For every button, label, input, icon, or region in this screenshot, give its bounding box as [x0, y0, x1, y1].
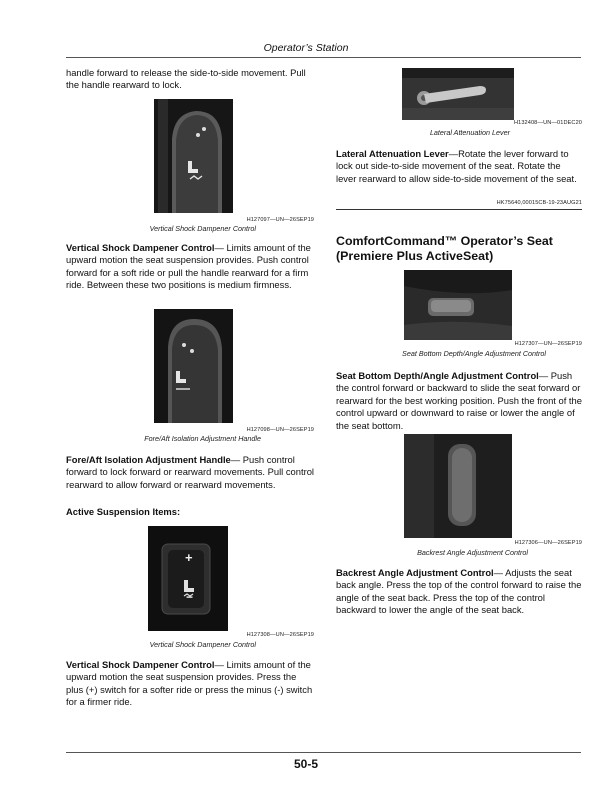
figure-code: H132408—UN—01DEC20: [513, 120, 582, 126]
figure-code: H127308—UN—26SEP19: [246, 632, 314, 638]
header-rule: [66, 57, 581, 58]
figure-caption: Backrest Angle Adjustment Control: [417, 548, 528, 557]
fore-aft-paragraph: [66, 454, 314, 491]
description: — Limits amount of the upward motion the seat suspension provides. Push control forward for a soft ride or pull the handle rearward for a firm ride. Between these two positions is medium firmness.: [66, 242, 311, 291]
reference-code: HK75640,00015CB-19-23AUG21: [496, 200, 582, 206]
minus-symbol: −: [186, 590, 194, 604]
description: — Push the control forward or backward to slide the seat forward or rearward for the best working position. Push the front of the control upward or downward to raise or lower the angle of the seat bottom.: [336, 370, 582, 431]
footer-rule: [66, 752, 581, 753]
term: Backrest Angle Adjustment Control: [336, 567, 494, 578]
term: Lateral Attenuation Lever: [336, 148, 449, 159]
term: Fore/Aft Isolation Adjustment Handle: [66, 454, 231, 465]
lateral-attenuation-lever-photo: [402, 68, 514, 120]
lateral-attenuation-paragraph: [336, 148, 582, 185]
figure-code: H127097—UN—26SEP19: [246, 217, 314, 223]
section-rule: [336, 209, 582, 210]
vertical-shock-dampener-photo: [154, 99, 233, 213]
plus-symbol: +: [185, 550, 193, 565]
term: Vertical Shock Dampener Control: [66, 659, 215, 670]
page-header: Operator’s Station: [263, 42, 349, 54]
figure-caption: Lateral Attenuation Lever: [429, 128, 510, 137]
active-suspension-subhead: Active Suspension Items:: [66, 506, 181, 517]
description: — Adjusts the seat back angle. Press the top of the control forward to raise the angle of the seat back. Press the top of the control backward to lower the angle of the seat back.: [336, 567, 582, 616]
section-heading: ComfortCommand™ Operator’s Seat (Premiere Plus ActiveSeat): [336, 234, 553, 263]
figure-caption: Vertical Shock Dampener Control: [149, 640, 256, 649]
backrest-paragraph: [336, 567, 582, 617]
description: —Rotate the lever forward to lock out side-to-side movement of the seat. Rotate the lever rearward to allow side-to-side movement of the seat.: [336, 148, 577, 184]
figure-caption: Seat Bottom Depth/Angle Adjustment Control: [402, 349, 546, 358]
figure-caption: Fore/Aft Isolation Adjustment Handle: [144, 434, 261, 443]
backrest-control-photo: [404, 434, 512, 538]
vertical-shock-paragraph: [66, 242, 314, 292]
fore-aft-isolation-photo: [154, 309, 233, 423]
figure-caption: Vertical Shock Dampener Control: [149, 224, 256, 233]
term: Seat Bottom Depth/Angle Adjustment Control: [336, 370, 539, 381]
figure-code: H127306—UN—26SEP19: [514, 540, 582, 546]
page-number: 50-5: [293, 757, 319, 771]
description: — Push control forward to lock forward or rearward movements. Pull control rearward to allow forward or rearward movements.: [66, 454, 315, 490]
term: Vertical Shock Dampener Control: [66, 242, 215, 253]
seat-bottom-paragraph: [336, 370, 582, 432]
active-shock-dampener-photo: [148, 526, 228, 631]
figure-code: H127098—UN—26SEP19: [246, 427, 314, 433]
intro-paragraph: handle forward to release the side-to-side movement. Pull the handle rearward to lock.: [66, 67, 306, 91]
description: — Limits amount of the upward motion the seat suspension provides. Press the plus (+) switch for a softer ride or press the minus (-) switch for a firmer ride.: [66, 659, 313, 708]
figure-code: H127307—UN—26SEP19: [514, 341, 582, 347]
seat-bottom-control-photo: [404, 270, 512, 340]
active-vertical-shock-paragraph: [66, 659, 314, 709]
